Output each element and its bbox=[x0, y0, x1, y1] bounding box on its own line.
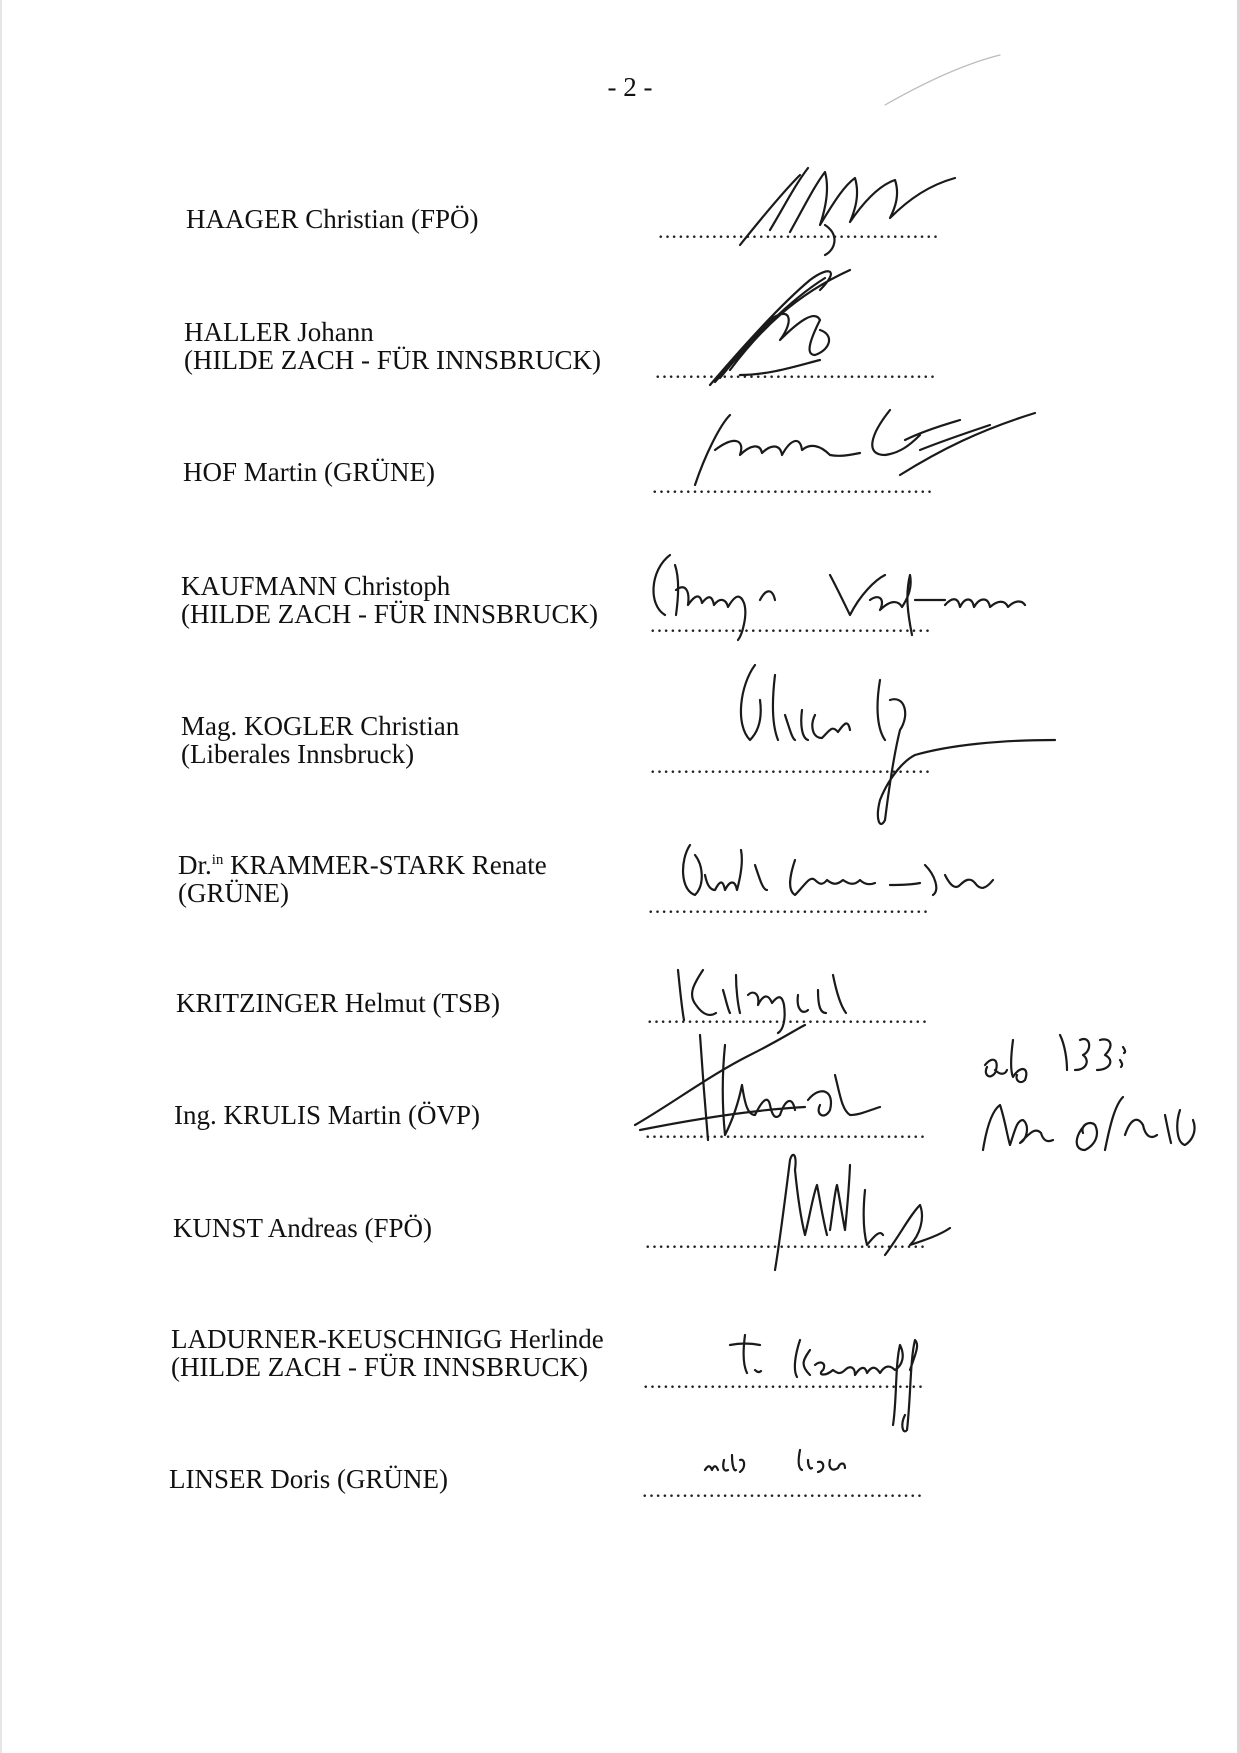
signature-haller bbox=[700, 260, 910, 390]
signature-kunst bbox=[745, 1140, 1005, 1275]
signature-line: .......................................... bbox=[658, 218, 940, 243]
signatory-name: HOF Martin (GRÜNE) bbox=[183, 457, 435, 487]
signatory-name-block bbox=[181, 712, 459, 768]
signature-ladurner-keuschnigg bbox=[715, 1325, 1025, 1435]
signatory-name-block bbox=[174, 1101, 480, 1129]
signatory-name-block bbox=[186, 205, 479, 233]
signatory-affiliation: (HILDE ZACH - FÜR INNSBRUCK) bbox=[184, 345, 601, 375]
signature-line: .......................................... bbox=[647, 1003, 929, 1028]
signature-hof bbox=[690, 395, 1100, 495]
signature-line: .......................................... bbox=[642, 1477, 924, 1502]
signatory-affiliation: (HILDE ZACH - FÜR INNSBRUCK) bbox=[181, 599, 598, 629]
name-prefix: Dr. bbox=[178, 850, 212, 880]
signatory-name-block bbox=[183, 458, 435, 486]
signature-haager bbox=[730, 150, 1010, 260]
signatory-affiliation: (HILDE ZACH - FÜR INNSBRUCK) bbox=[171, 1352, 588, 1382]
scan-pen-stroke bbox=[880, 50, 1010, 110]
signatory-affiliation: (Liberales Innsbruck) bbox=[181, 739, 415, 769]
signature-kogler bbox=[730, 660, 1090, 835]
signature-line: .......................................... bbox=[652, 473, 934, 498]
signature-linser bbox=[700, 1440, 940, 1490]
signature-kaufmann bbox=[640, 545, 1090, 645]
signatory-name: Mag. KOGLER Christian bbox=[181, 711, 460, 741]
signature-krulis bbox=[630, 1015, 940, 1145]
signature-line: .......................................... bbox=[655, 358, 937, 383]
signature-line: .......................................... bbox=[645, 1118, 927, 1143]
signatory-name: LADURNER-KEUSCHNIGG Herlinde bbox=[171, 1324, 604, 1354]
signatory-name: Ing. KRULIS Martin (ÖVP) bbox=[174, 1100, 480, 1130]
signatory-name bbox=[178, 851, 547, 879]
signatory-name: HAAGER Christian (FPÖ) bbox=[186, 204, 479, 234]
signatory-name: KRITZINGER Helmut (TSB) bbox=[176, 988, 500, 1018]
signatory-name-block bbox=[169, 1465, 448, 1493]
signature-line: .......................................... bbox=[648, 893, 930, 918]
signatory-name-block bbox=[173, 1214, 432, 1242]
name-main: KRAMMER-STARK Renate bbox=[223, 850, 547, 880]
signature-line: .......................................... bbox=[650, 612, 932, 637]
signatory-name: LINSER Doris (GRÜNE) bbox=[169, 1464, 448, 1494]
signatory-name: KAUFMANN Christoph bbox=[181, 571, 451, 601]
signature-line: .......................................... bbox=[643, 1368, 925, 1393]
signatory-name: KUNST Andreas (FPÖ) bbox=[173, 1213, 433, 1243]
signatory-name-block bbox=[176, 989, 500, 1017]
signature-line: .......................................... bbox=[650, 753, 932, 778]
signatory-name: HALLER Johann bbox=[184, 317, 374, 347]
handwritten-note bbox=[975, 1025, 1215, 1155]
page-number: - 2 - bbox=[607, 72, 653, 102]
scan-edge-left bbox=[0, 0, 2, 1753]
signatory-name-block bbox=[171, 1325, 604, 1381]
signatory-name-block bbox=[184, 318, 601, 374]
signatory-name-block bbox=[181, 572, 598, 628]
signatory-affiliation: (GRÜNE) bbox=[178, 878, 289, 908]
signatory-name-block bbox=[178, 851, 547, 907]
name-superscript: in bbox=[211, 852, 224, 868]
signature-krammer-stark bbox=[675, 835, 1055, 915]
signature-line: .......................................... bbox=[645, 1228, 927, 1253]
